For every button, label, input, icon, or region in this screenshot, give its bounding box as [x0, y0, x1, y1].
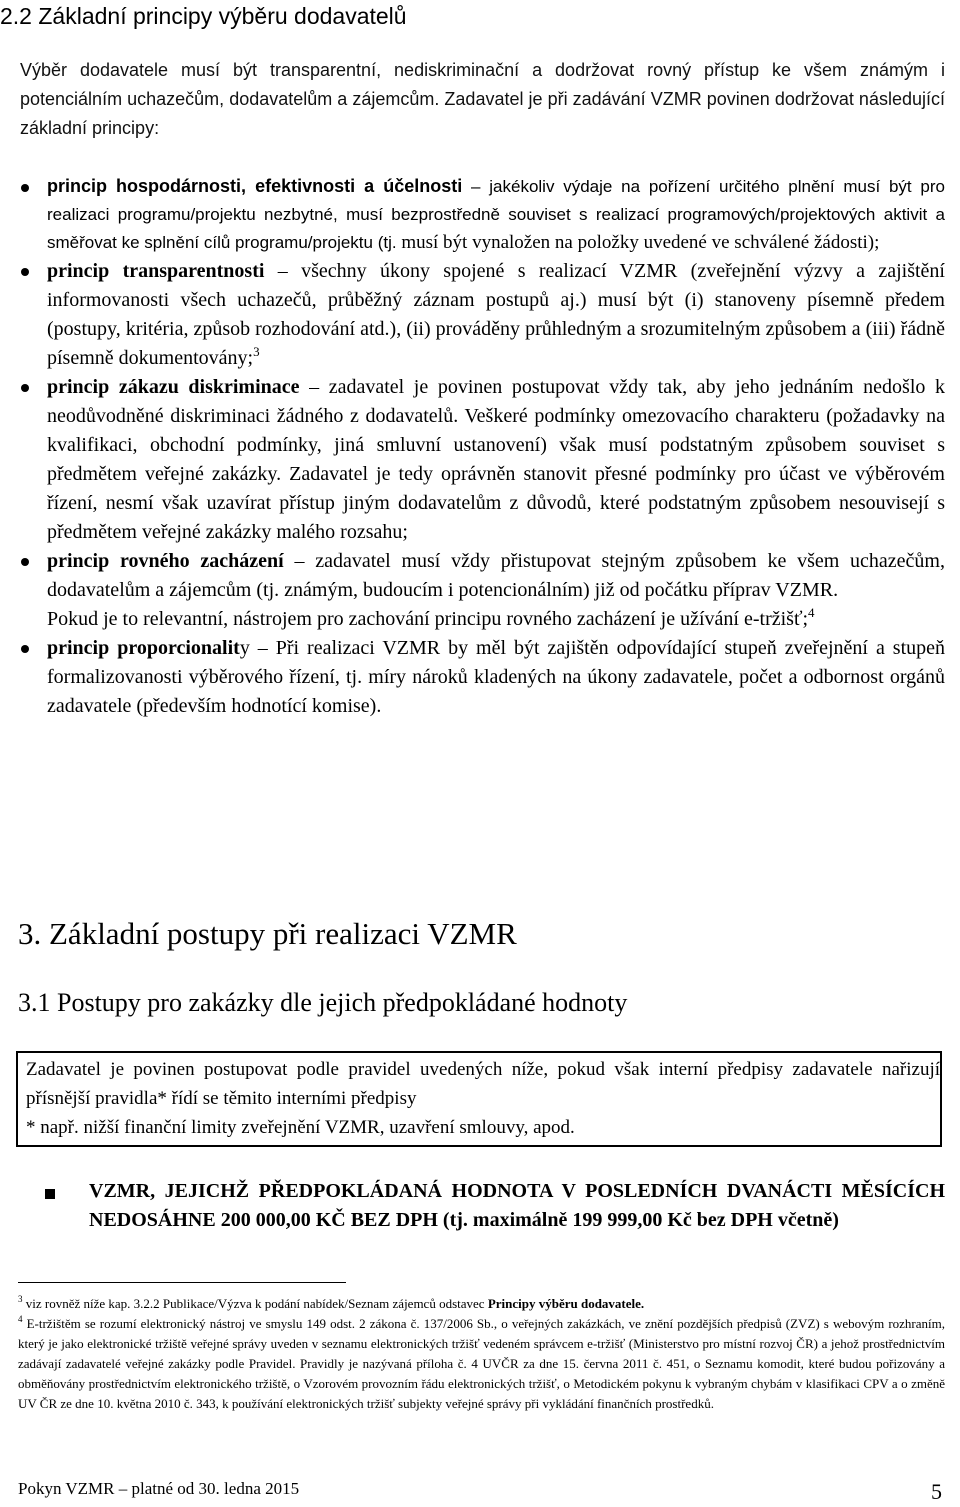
- principle-term: princip rovného zacházení: [47, 550, 284, 572]
- principle-text: – Při realizaci VZMR by měl být zajištěn odpovídající stupeň zveřejnění a stupeň formalizovanosti výběrového řízení, tj. míry nároků kladených na úkony zadavatele, počet a odbornost orgánů zadavatele (především hodnotící komise).: [47, 637, 945, 717]
- footer-text: Pokyn VZMR – platné od 30. ledna 2015: [18, 1479, 300, 1498]
- principle-tail: musí být vynaložen na položky uvedené ve schválené žádosti);: [396, 232, 880, 253]
- footnote-text: viz rovněž níže kap. 3.2.2 Publikace/Výzva k podání nabídek/Seznam zájemců odstavec: [25, 1296, 488, 1311]
- list-item: [0, 257, 945, 373]
- threshold-callout: [42, 1177, 945, 1235]
- principle-text: – zadavatel musí vždy přistupovat stejným způsobem ke všem uchazečům, dodavatelům a zájemcům (tj. známým, budoucím i potencionálním) již od počátku příprav VZMR.: [47, 550, 945, 601]
- footnote-number: 4: [18, 1314, 23, 1324]
- principles-list: [0, 172, 945, 721]
- section-title: 2.2 Základní principy výběru dodavatelů: [0, 3, 407, 29]
- footnote: [18, 1294, 945, 1314]
- footnote-divider: [18, 1282, 346, 1283]
- list-item: [0, 172, 945, 257]
- notice-box: [16, 1051, 942, 1147]
- notice-line-1: Zadavatel je povinen postupovat podle pravidel uvedených níže, pokud však interní předpisy zadavatele nařizují přísnější pravidla* řídí se těmito interními předpisy: [26, 1059, 940, 1109]
- footnotes: [18, 1294, 945, 1414]
- bullet-icon: [21, 384, 29, 392]
- footnote-ref: 3: [253, 344, 260, 359]
- page-number: 5: [931, 1479, 942, 1504]
- chapter-title: 3. Základní postupy při realizaci VZMR: [18, 916, 517, 951]
- subsection-title: 3.1 Postupy pro zakázky dle jejich předpokládané hodnoty: [18, 988, 628, 1017]
- square-bullet-icon: [45, 1189, 55, 1199]
- principle-term: princip proporcionalit: [47, 637, 240, 659]
- footnote-ref: 4: [808, 605, 815, 620]
- principle-text: – jakékoliv výdaje na pořízení určitého plnění musí být pro realizaci programu/projektu nezbytné, musí bezprostředně souviset s realizací programových/projektových aktivit a směřovat ke splnění cílů programu/projektu (tj.: [47, 177, 945, 252]
- footnote: [18, 1314, 945, 1414]
- callout-text: VZMR, JEJICHŽ PŘEDPOKLÁDANÁ HODNOTA V POSLEDNÍCH DVANÁCTI MĚSÍCÍCH NEDOSÁHNE 200 000,00 KČ BEZ DPH (tj. maximálně 199 999,00 Kč bez DPH včetně): [89, 1180, 945, 1231]
- section-intro: Výběr dodavatele musí být transparentní, nediskriminační a dodržovat rovný přístup ke všem známým i potenciálním uchazečům, dodavatelům a zájemcům. Zadavatel je při zadávání VZMR povinen dodržovat následující základní principy:: [20, 60, 945, 138]
- bullet-icon: [21, 558, 29, 566]
- bullet-icon: [21, 268, 29, 276]
- principle-text: – všechny úkony spojené s realizací VZMR (zveřejnění výzvy a zajištění informovanosti všech uchazečů, průběžný záznam postupů aj.) musí být (i) stanoveny písemně předem (postupy, kritéria, způsob rozhodování atd.), (ii) prováděny průhledným a srozumitelným způsobem a (iii) řádně písemně dokumentovány;: [47, 260, 945, 369]
- footnote-text: E-tržištěm se rozumí elektronický nástroj ve smyslu 149 odst. 2 zákona č. 137/2006 Sb., o veřejných zakázkách, ve znění pozdějších předpisů (ZVZ) s webovým rozhraním, který je jako elektronické tržiště veřejné správy uveden v seznamu elektronických tržišť vedeném správcem e-tržišť (Ministerstvo pro místní rozvoj ČR) a jehož prostřednictvím zadávají zadavatelé veřejné zakázky podle Pravidel. Pravidly je nazývaná příloha č. 4 UVČR za dne 15. června 2011 č. 451, o Seznamu komodit, které budou pořizovány a obměňovány prostřednictvím elektronického tržiště, o Vzorovém provozním řádu elektronických tržišť, o Metodickém pokynu k vybraným chybám v klasifikaci CPV a o změně UV ČR ze dne 10. května 2010 č. 343, k používání elektronických tržišť subjekty veřejné správy při vykládání finančních prostředků.: [18, 1316, 945, 1411]
- footnote-bold: Principy výběru dodavatele.: [487, 1296, 645, 1311]
- principle-note: [0, 605, 945, 634]
- principle-text: – zadavatel je povinen postupovat vždy tak, aby jeho jednáním nedošlo k neodůvodněné diskriminaci žádného z dodavatelů. Veškeré podmínky omezovacího charakteru (požadavky na kvalifikaci, obchodní podmínky, jiná smluvní ustanovení) však musí podstatným způsobem souviset s předmětem veřejné zakázky. Zadavatel je tedy oprávněn stanovit přesné podmínky pro účast ve výběrovém řízení, nesmí však uzavírat přístup jiným dodavatelům z důvodů, které podstatným způsobem nesouvisejí s předmětem veřejné zakázky malého rozsahu;: [47, 376, 945, 543]
- principle-note-text: Pokud je to relevantní, nástrojem pro zachování principu rovného zacházení je užívání e-tržišť;: [47, 608, 809, 630]
- list-item: [0, 373, 945, 547]
- bullet-icon: [21, 645, 29, 653]
- principle-term-tail: y: [239, 637, 250, 659]
- principle-term: princip zákazu diskriminace: [47, 376, 300, 398]
- list-item: [0, 634, 945, 721]
- footnote-number: 3: [18, 1294, 23, 1304]
- list-item: [0, 547, 945, 605]
- bullet-icon: [21, 184, 29, 192]
- principle-term: princip hospodárnosti, efektivnosti a účelnosti: [47, 176, 463, 196]
- notice-line-2: * např. nižší finanční limity zveřejnění VZMR, uzavření smlouvy, apod.: [26, 1117, 575, 1138]
- principle-term: princip transparentnosti: [47, 260, 265, 282]
